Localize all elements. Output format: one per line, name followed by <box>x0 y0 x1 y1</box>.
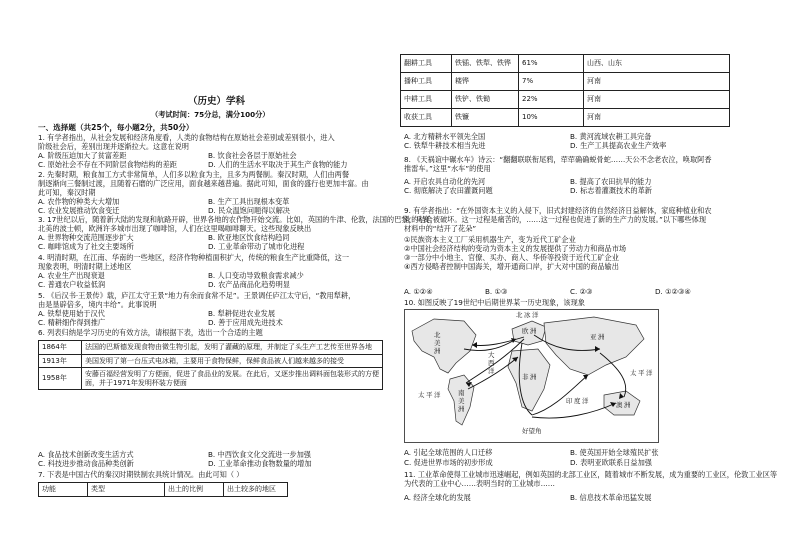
table-cell: 播种工具 <box>401 73 452 91</box>
page-title: （历史）学科 <box>188 96 246 107</box>
q2-line3: 此可知，秦汉时期 <box>38 188 96 197</box>
q7-stem: 7. 下表是中国古代的秦汉时期铁制农具统计情况。由此可知（ ） <box>38 470 244 479</box>
q9-item-3: ③一部分中小地主、官僚、买办、商人、华侨等投资于近代工矿企业 <box>404 253 619 262</box>
q10-option-a: A. 引起全球范围的人口迁移 <box>404 448 493 457</box>
map-label: 洋 <box>646 369 653 377</box>
q5-line2: 由是垦辟倍多，境内丰给”。此事说明 <box>38 300 157 309</box>
table-row <box>401 73 730 91</box>
q7-option-d: D. 生产工具提高农业生产效率 <box>570 141 667 150</box>
q5-option-c: C. 精耕细作得到推广 <box>38 318 106 327</box>
table-header-cell: 出土的比例 <box>165 483 224 497</box>
q9-line1: 9. 有学者指出：“在外国资本主义的入侵下，旧式封建经济的自然经济日益解体，家庭种植业和农 <box>404 206 712 215</box>
table-cell: 耧铧 <box>452 73 519 91</box>
table-cell-text: 安藤百福经营发明了方便面，促进了食品业的发展。在此后，又逐步推出调料面包装形式的方便面，并于1971年发明杯装方便面 <box>82 368 383 390</box>
q11-line2: 为代表的工业中心……表明当时的工业城市…… <box>404 479 555 488</box>
q2-option-c: C. 农业发展推动饮食变迁 <box>38 206 120 215</box>
map-label: 亚 <box>590 333 597 341</box>
q7-option-a: A. 北方精耕水平领先全国 <box>404 132 486 141</box>
q9-line2: 业的结合被破坏。这一过程是痛苦的，……这一过程也促进了新的生产力的发展。”以下哪些体现 <box>404 215 707 224</box>
table-cell: 河南 <box>584 73 730 91</box>
map-label: 洋 <box>532 311 539 319</box>
q9-item-1: ①民族资本主义工厂采用机器生产，变为近代工矿企业 <box>404 235 576 244</box>
q8-line1: 8. 《天祸谊中碾水车》诗云：“翻翻联联衔尾鸦，荦荦确确蜕骨蛇……天公不念老农泣，唤取阿香 <box>404 155 712 164</box>
q4-line2: 现象表明，明清时期上述地区 <box>38 262 132 271</box>
table-cell: 收获工具 <box>401 109 452 127</box>
q10-option-d: D. 表明亚欧联系日益加强 <box>570 458 652 467</box>
q11-option-a: A. 经济全球化的发展 <box>404 493 471 502</box>
table-cell: 61% <box>519 55 584 73</box>
table-row <box>401 109 730 127</box>
q3-line2: 北美的波士顿，欧洲许多城市出现了咖啡馆，人们在这里喝咖啡聊天。这些现象反映出 <box>38 224 312 233</box>
map-label: 太 <box>630 369 637 377</box>
table-cell: 山西、山东 <box>584 55 730 73</box>
map-label: 洲 <box>598 333 605 341</box>
q9-line3: 材料中的“结开了花朵” <box>404 224 477 233</box>
table-cell: 铁锸、铁犁、铁铧 <box>452 55 519 73</box>
table-cell: 河南 <box>584 109 730 127</box>
table-cell: 7% <box>519 73 584 91</box>
map-label: 度 <box>574 397 581 405</box>
map-label: 西 <box>488 359 495 367</box>
table-row <box>401 91 730 109</box>
table-row <box>39 354 383 368</box>
q9-option-a: A. ①②④ <box>404 287 433 296</box>
table-cell-year: 1958年 <box>39 368 82 390</box>
q9-item-4: ④西方侵略者控制中国海关，增开通商口岸，扩大对中国的商品输出 <box>404 262 619 271</box>
q2-option-a: A. 农作物的种类大大增加 <box>38 197 120 206</box>
map-label: 美 <box>458 397 465 405</box>
table-cell-year: 1864年 <box>39 341 82 355</box>
q10-option-b: B. 使英国开始全球殖民扩张 <box>570 448 659 457</box>
table-cell-text: 美国发明了第一台压式电冰箱，主要用于食物保鲜，保鲜食品被人们越来越多的接受 <box>82 354 383 368</box>
q10-stem: 10. 如图反映了19世纪中后期世界某一历史现象，该现象 <box>404 298 585 307</box>
q4-option-b: B. 人口变动导致粮食需求减少 <box>208 271 304 280</box>
q6-table <box>38 340 383 390</box>
map-label: 洋 <box>434 391 441 399</box>
q8-line2: 推雷车。”这里“水车”的使用 <box>404 164 491 173</box>
q7-table-body <box>400 54 730 127</box>
section-heading: 一、选择题（共25个，每小题2分，共50分） <box>38 123 194 132</box>
q3-option-b: B. 欧亚地区饮食结构趋同 <box>208 233 290 242</box>
q1-option-a: A. 阶级压迫加大了贫富差距 <box>38 151 127 160</box>
q9-option-d: D. ①②③④ <box>655 287 691 296</box>
map-label: 南 <box>458 389 465 397</box>
map-label: 冰 <box>524 311 531 319</box>
map-label: 太 <box>418 391 425 399</box>
map-label: 好望角 <box>522 427 542 435</box>
table-cell: 22% <box>519 91 584 109</box>
map-label: 北 <box>434 331 441 339</box>
q8-option-d: D. 标志着灌溉技术的革新 <box>570 186 652 195</box>
q5-line1: 5. 《后汉书·王景传》载，庐江太守王景“地力有余而食常不足”。王景调任庐江太守后，“教用犁耕， <box>38 291 356 300</box>
map-label: 洋 <box>488 367 495 375</box>
table-row <box>39 368 383 390</box>
q2-option-d: D. 民众温饱问题得以解决 <box>208 206 290 215</box>
table-cell-text: 法国的巴斯德发现食物由微生物引起，发明了灌藏的原理，并制定了头生产工艺传至世界各地 <box>82 341 383 355</box>
q9-option-c: C. ②③ <box>570 287 593 296</box>
map-label: 洲 <box>458 405 465 413</box>
q7-table-head <box>38 482 288 497</box>
table-header-row <box>39 483 288 497</box>
q1-option-c: C. 原始社会不存在不同阶层食物结构的差距 <box>38 160 177 169</box>
table-cell: 10% <box>519 109 584 127</box>
q7-option-c: C. 铁犁牛耕技术相当先进 <box>404 141 486 150</box>
table-row <box>401 55 730 73</box>
map-label: 美 <box>434 339 441 347</box>
world-map-figure <box>404 309 659 443</box>
exam-info: （考试时间：75分总，满分100分） <box>151 110 270 119</box>
q8-option-a: A. 开启农具自动化的先河 <box>404 177 486 186</box>
q1-line1: 1. 有学者指出，从社会发展和经济角度看，人类的食物结构在原始社会差别或差别很小，进入 <box>38 133 335 142</box>
map-label: 洲 <box>530 373 537 381</box>
map-label: 印 <box>566 397 573 405</box>
q6-stem: 6. 列表归纳是学习历史的有效方法，请根据下表，选出一个合适的主题 <box>38 328 263 337</box>
table-cell: 翻耕工具 <box>401 55 452 73</box>
q5-option-d: D. 善于应用成先进技术 <box>208 318 283 327</box>
q4-option-c: C. 普通农户收益低润 <box>38 280 106 289</box>
q5-option-b: B. 犁耕促进农业发展 <box>208 309 276 318</box>
q7-option-b: B. 黄河流域农耕工具完备 <box>570 132 652 141</box>
map-label: 平 <box>426 391 433 399</box>
map-label: 北 <box>516 311 523 319</box>
q2-option-b: B. 生产工具出现根本变革 <box>208 197 290 206</box>
map-label: 欧 <box>522 327 529 335</box>
table-header-cell: 类型 <box>88 483 165 497</box>
q3-line1: 3. 17世纪以后，随着新大陆的发现和航路开辟，世界各地的农作物开始交流。比如，英国的牛津、伦敦，法国的巴黎，马赛， <box>38 215 438 224</box>
q11-line1: 11. 工业革命使得工业城市迅速崛起，例如英国的北部工业区，随着城市不断发展，成为重要的工业区，伦敦工业区等 <box>404 470 778 479</box>
q11-option-b: B. 信息技术革命迅猛发展 <box>570 493 652 502</box>
map-label: 洲 <box>434 347 441 355</box>
q2-line2: 制逐渐向三餐制过渡，且随着石磨的广泛应用，面食越来越普遍。据此可知，面食的盛行也更加丰富。由 <box>38 179 369 188</box>
q9-option-b: B. ①③ <box>485 287 508 296</box>
q3-option-a: A. 世界物种交流范围逐步扩大 <box>38 233 134 242</box>
map-label: 澳 <box>616 401 623 409</box>
table-cell: 河南 <box>584 91 730 109</box>
table-header-cell: 出土较多的地区 <box>224 483 288 497</box>
map-label: 洲 <box>624 401 631 409</box>
map-label: 平 <box>638 369 645 377</box>
q10-option-c: C. 促进世界市场的初步形成 <box>404 458 493 467</box>
q1-line2: 阶级社会后，差别出现并逐渐拉大。这意在说明 <box>38 142 189 151</box>
q3-option-d: D. 工业革命带动了城市化进程 <box>208 242 305 251</box>
q1-option-d: D. 人们的生活水平取决于其生产食物的能力 <box>208 160 348 169</box>
q4-option-d: D. 农产品商品化趋势明显 <box>208 280 290 289</box>
table-cell: 铁镰 <box>452 109 519 127</box>
q1-option-b: B. 饮食社会各层于原始社会 <box>208 151 297 160</box>
table-cell: 中耕工具 <box>401 91 452 109</box>
q5-option-a: A. 铁犁使用始于汉代 <box>38 309 105 318</box>
table-cell-year: 1913年 <box>39 354 82 368</box>
table-row <box>39 341 383 355</box>
q8-option-b: B. 提高了农田抗旱的能力 <box>570 177 652 186</box>
table-header-cell: 功能 <box>39 483 88 497</box>
q2-line1: 2. 先秦时期，粮食加工方式非常简单，人们多以粒食为主，且多为两餐制。秦汉时期，人们由两餐 <box>38 170 350 179</box>
q6-option-d: D. 工业革命推动食物数量的增加 <box>208 459 312 468</box>
q6-option-a: A. 食品技术创新改变生活方式 <box>38 450 134 459</box>
map-label: 大 <box>488 351 495 359</box>
q3-option-c: C. 咖啡馆成为了社交主要场所 <box>38 242 134 251</box>
map-label: 洲 <box>530 327 537 335</box>
q6-option-c: C. 科技进步推动食品种类创新 <box>38 459 134 468</box>
q6-option-b: B. 中西饮食文化交流进一步加强 <box>208 450 311 459</box>
map-label: 洋 <box>582 397 589 405</box>
q9-item-2: ②中国社会经济结构的变动为资本主义的发展提供了劳动力和商品市场 <box>404 244 627 253</box>
map-label: 非 <box>522 373 529 381</box>
q4-option-a: A. 农业生产出现衰退 <box>38 271 105 280</box>
q8-option-c: C. 彻底解决了农田灌溉问题 <box>404 186 493 195</box>
table-cell: 铁铲、铁锄 <box>452 91 519 109</box>
q4-line1: 4. 明清时期，在江南、华南的一些地区，经济作物种植面积扩大，传统的粮食生产比重降低，这一 <box>38 253 350 262</box>
